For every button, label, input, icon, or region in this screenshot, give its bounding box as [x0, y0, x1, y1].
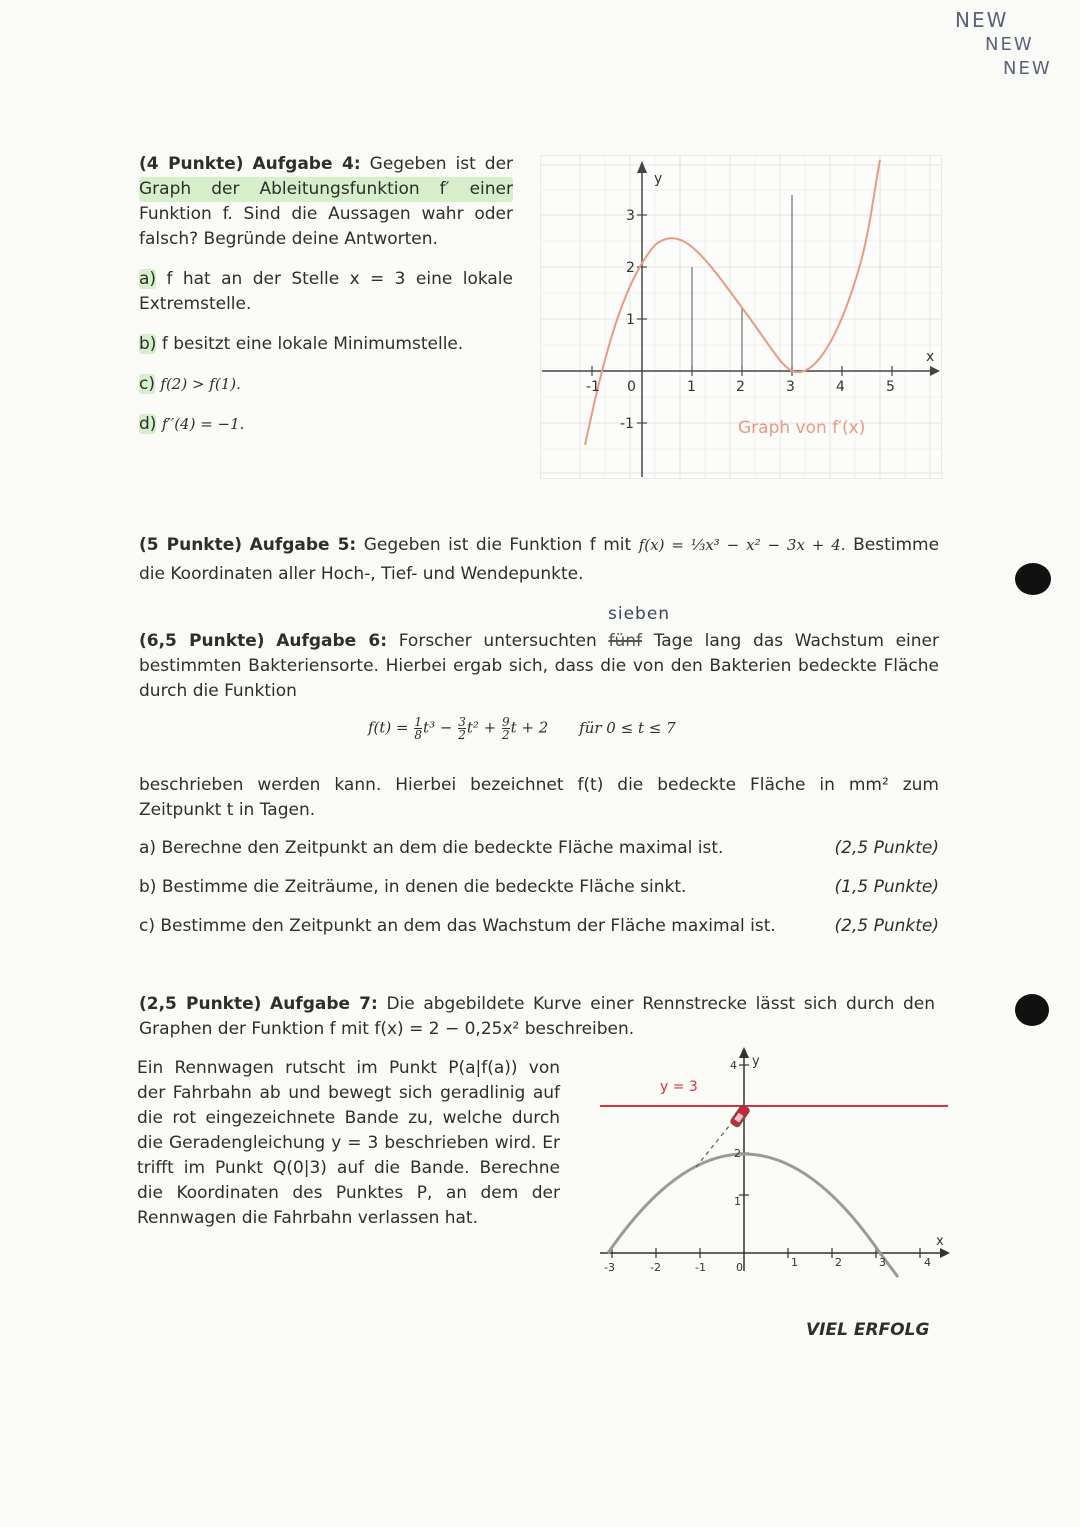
- task7-graph: [598, 1045, 954, 1285]
- task6-a: [139, 836, 939, 875]
- task7-line-label: y = 3: [660, 1079, 698, 1095]
- task4-curve-label: Graph von f′(x): [738, 418, 866, 438]
- task6-b-points: (1,5 Punkte): [834, 877, 939, 897]
- task7-y-label: y: [752, 1054, 760, 1069]
- task6-c-text: Bestimme den Zeitpunkt an dem das Wachstum der Fläche maximal ist.: [160, 916, 776, 936]
- task4-c: [139, 372, 513, 397]
- task4-b: [139, 332, 513, 357]
- task7-p-line-7: Rennwagen die Fahrbahn verlassen hat.: [137, 1208, 479, 1228]
- task6-b-label: b): [139, 877, 157, 897]
- closing-text: VIEL ERFOLG: [806, 1320, 930, 1340]
- task7-x-tick-1: 1: [791, 1256, 798, 1269]
- task4-graph: [540, 155, 942, 479]
- task4-y-tick-3: 3: [626, 208, 635, 224]
- task4-x-tick-2: 2: [736, 379, 745, 395]
- task4-d-label: d): [139, 414, 157, 434]
- task7-x-tick-m1: -1: [695, 1261, 706, 1274]
- task7-parabola: [608, 1154, 898, 1277]
- task6-line-1: [139, 629, 939, 654]
- task6-struck-word: fünf: [608, 631, 642, 651]
- task6-line-2: bestimmten Bakteriensorte. Hierbei ergab sich, dass die von den Bakterien bedeckte Fläche: [139, 656, 939, 676]
- task6-frac-3: [502, 716, 510, 741]
- frac-den: 2: [458, 728, 466, 742]
- task7-line-1: [139, 992, 935, 1017]
- task6-formula: [368, 716, 676, 741]
- task4-a-line-2: Extremstelle.: [139, 294, 252, 314]
- task4-y-tick-1: 1: [626, 312, 635, 328]
- corner-note-3: NEW: [1003, 58, 1052, 79]
- task4-line-1: [139, 152, 513, 177]
- task4-c-text: f(2) > f(1).: [160, 375, 241, 393]
- task7-paragraph: [137, 1056, 560, 1231]
- task6-text: [139, 629, 939, 704]
- task7-x-tick-0: 0: [736, 1261, 743, 1274]
- task7-x-tick-m2: -2: [650, 1261, 661, 1274]
- frac-den: 2: [502, 728, 510, 742]
- task6-line-5: Zeitpunkt t in Tagen.: [139, 800, 316, 820]
- task5-formula: f(x) = ⅓x³ − x² − 3x + 4.: [638, 536, 846, 554]
- task6-a-label: a): [139, 838, 157, 858]
- task7-x-tick-m3: -3: [604, 1261, 615, 1274]
- task6-formula-lhs: f(t) =: [368, 718, 409, 737]
- task4-y-label: y: [654, 171, 663, 187]
- punch-dot-bottom: [1015, 994, 1049, 1026]
- task4-y-tick-2: 2: [626, 260, 635, 276]
- task7-p-line-3: die rot eingezeichnete Bande zu, welche durch: [137, 1108, 560, 1128]
- task4-a-label: a): [139, 269, 157, 289]
- task6-b-text: Bestimme die Zeiträume, in denen die bedeckte Fläche sinkt.: [161, 877, 687, 897]
- task6-term-1: t³ −: [423, 718, 453, 737]
- punch-dot-top: [1015, 563, 1051, 595]
- task7-title: Aufgabe 7:: [270, 994, 378, 1014]
- task4-title: Aufgabe 4:: [252, 154, 361, 174]
- task6-c: [139, 914, 939, 953]
- task4-a-text: f hat an der Stelle x = 3 eine lokale: [166, 269, 513, 289]
- task4-x-tick-5: 5: [886, 379, 895, 395]
- frac-num: 1: [414, 715, 423, 729]
- task7-x-label: x: [936, 1234, 944, 1249]
- task6-points: (6,5 Punkte): [139, 631, 265, 651]
- task6-title: Aufgabe 6:: [276, 631, 388, 651]
- task6-c-points: (2,5 Punkte): [834, 916, 939, 936]
- task4-x-tick-3: 3: [786, 379, 795, 395]
- task7-y-tick-2: 2: [734, 1147, 741, 1160]
- task4-d: [139, 412, 513, 437]
- task5-text: [139, 533, 939, 587]
- task6-line-3: durch die Funktion: [139, 681, 297, 701]
- task4-b-text: f besitzt eine lokale Minimumstelle.: [161, 334, 464, 354]
- task4-text: [139, 152, 513, 437]
- task4-line-4: falsch? Begründe deine Antworten.: [139, 229, 438, 249]
- task6-description: [139, 773, 939, 823]
- frac-num: 9: [502, 715, 510, 729]
- corner-note-1: NEW: [955, 8, 1009, 32]
- task6-term-3: t + 2: [510, 718, 549, 737]
- task5-bestimme: Bestimme: [853, 535, 940, 555]
- task6-frac-1: [414, 716, 422, 741]
- task7-intro: Die abgebildete Kurve einer Rennstrecke lässt sich durch den: [386, 994, 935, 1014]
- task6-term-2: t² +: [466, 718, 497, 737]
- task4-c-label: c): [139, 374, 155, 394]
- task7-header: [139, 992, 935, 1042]
- task6-intro-a: Forscher untersuchten: [398, 631, 597, 651]
- corner-note-2: NEW: [985, 34, 1034, 55]
- task6-subtasks: [139, 836, 939, 953]
- task5-points: (5 Punkte): [139, 535, 243, 555]
- task6-domain: für 0 ≤ t ≤ 7: [579, 718, 676, 737]
- task7-p-line-2: der Fahrbahn ab und bewegt sich geradlinig auf: [137, 1083, 560, 1103]
- task4-intro-1: Gegeben ist der: [369, 154, 514, 174]
- task6-b: [139, 875, 939, 914]
- task4-line-2: Graph der Ableitungsfunktion f′ einer: [139, 177, 513, 202]
- task4-x-label: x: [926, 349, 935, 365]
- task4-d-text: f′′(4) = −1.: [161, 415, 245, 433]
- task6-a-points: (2,5 Punkte): [834, 838, 939, 858]
- task7-race-car: [730, 1104, 751, 1128]
- task7-points: (2,5 Punkte): [139, 994, 262, 1014]
- task7-x-tick-3: 3: [879, 1256, 886, 1269]
- task7-y-tick-4: 4: [730, 1059, 737, 1072]
- task6-frac-2: [458, 716, 466, 741]
- task6-a-text: Berechne den Zeitpunkt an dem die bedeckte Fläche maximal ist.: [161, 838, 724, 858]
- task7-x-tick-2: 2: [835, 1256, 842, 1269]
- task4-x-tick-m1: -1: [586, 379, 600, 395]
- task7-p-line-4: die Geradengleichung y = 3 beschrieben wird. Er: [137, 1133, 560, 1153]
- frac-num: 3: [458, 715, 466, 729]
- task4-x-tick-0: 0: [627, 379, 636, 395]
- task7-p-line-5: trifft im Punkt Q(0|3) auf die Bande. Berechne: [137, 1158, 560, 1178]
- task4-x-tick-1: 1: [687, 379, 696, 395]
- task7-line-2: Graphen der Funktion f mit f(x) = 2 − 0,25x² beschreiben.: [139, 1019, 635, 1039]
- task5-line-2: die Koordinaten aller Hoch-, Tief- und Wendepunkte.: [139, 564, 584, 584]
- task5-title: Aufgabe 5:: [249, 535, 357, 555]
- frac-den: 8: [414, 728, 423, 742]
- task6-line-4: beschrieben werden kann. Hierbei bezeichnet f(t) die bedeckte Fläche in mm² zum: [139, 775, 939, 795]
- task4-points: (4 Punkte): [139, 154, 244, 174]
- task5-intro: Gegeben ist die Funktion f mit: [363, 535, 632, 555]
- task6-handwritten-sieben: sieben: [608, 604, 671, 624]
- task4-x-tick-4: 4: [836, 379, 845, 395]
- task4-b-label: b): [139, 334, 157, 354]
- task7-p-line-1: Ein Rennwagen rutscht im Punkt P(a|f(a)) von: [137, 1058, 560, 1078]
- task7-x-tick-4: 4: [924, 1256, 931, 1269]
- task4-y-tick-m1: -1: [620, 416, 634, 432]
- task4-line-3: Funktion f. Sind die Aussagen wahr oder: [139, 204, 513, 224]
- task7-p-line-6: die Koordinaten des Punktes P, an dem der: [137, 1183, 560, 1203]
- task6-c-label: c): [139, 916, 155, 936]
- task6-intro-b: Tage lang das Wachstum einer: [653, 631, 940, 651]
- task7-y-tick-1: 1: [734, 1195, 741, 1208]
- task4-a-line-1: [139, 267, 513, 292]
- task5-line-1: [139, 533, 939, 558]
